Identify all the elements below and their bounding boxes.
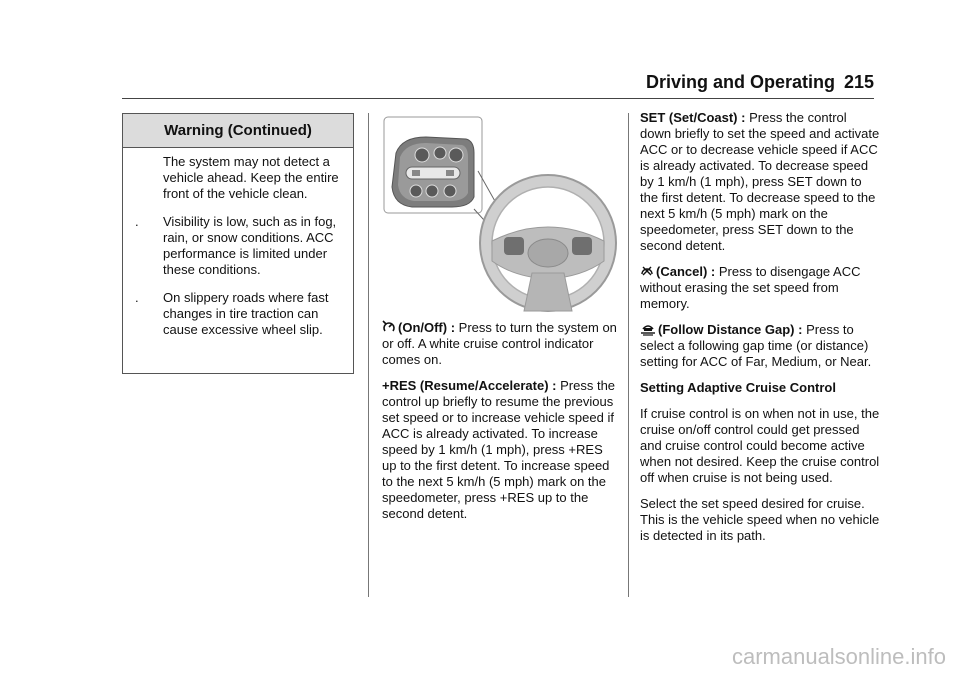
warning-box <box>122 113 354 374</box>
page-number: 215 <box>843 72 874 92</box>
follow-distance-gap-icon <box>640 322 656 336</box>
set-text: Press the control down briefly to set the speed and activate ACC or to decrease vehicle speed if ACC is already activated. To decrease speed by 1 km/h (1 mph), press SET down to the first detent. To decrease speed to the next 5 km/h (5 mph) mark on the speedometer, press SET down to the second detent. <box>640 110 880 253</box>
gap-text: Press to select a following gap time (or distance) setting for ACC of Far, Medium, or Near. <box>640 322 872 369</box>
cancel-term: (Cancel) : <box>656 264 716 279</box>
section-heading: Setting Adaptive Cruise Control <box>640 380 836 395</box>
resume-paragraph <box>382 378 618 522</box>
on-off-text: Press to turn the system on or off. A white cruise control indicator comes on. <box>382 320 617 367</box>
gap-paragraph <box>640 322 880 370</box>
set-term: SET (Set/Coast) : <box>640 110 746 125</box>
resume-term: +RES (Resume/Accelerate) : <box>382 378 557 393</box>
list-item <box>135 214 347 278</box>
set-paragraph <box>640 110 880 254</box>
paragraph: Select the set speed desired for cruise. This is the vehicle speed when no vehicle is detected in its path. <box>640 496 880 543</box>
column-2 <box>382 320 618 532</box>
on-off-term: (On/Off) : <box>398 320 456 335</box>
bullet: . <box>135 214 139 229</box>
warning-title: Warning (Continued) <box>123 114 353 148</box>
list-item <box>135 290 347 338</box>
resume-text: Press the control up briefly to resume the previous set speed or to increase vehicle speed if ACC is already activated. To increase speed by 1 km/h (1 mph), press +RES up to the first detent. To increase speed to the next 5 km/h (5 mph) mark on the speedometer, press +RES up to the second detent. <box>382 378 616 521</box>
list-item-text: Visibility is low, such as in fog, rain, or snow conditions. ACC performance is limited under these conditions. <box>163 214 337 277</box>
cruise-cancel-icon <box>640 264 654 278</box>
column-3 <box>640 110 880 554</box>
section-title: Driving and Operating <box>645 72 835 92</box>
header-rule <box>122 98 874 99</box>
cruise-on-off-icon <box>382 320 396 334</box>
steering-wheel-controls-figure <box>382 113 618 313</box>
column-divider <box>628 113 629 597</box>
list-item-text: On slippery roads where fast changes in tire traction can cause excessive wheel slip. <box>163 290 329 337</box>
cancel-paragraph <box>640 264 880 312</box>
gap-term: (Follow Distance Gap) : <box>658 322 803 337</box>
column-divider <box>368 113 369 597</box>
watermark: carmanualsonline.info <box>731 644 946 669</box>
page-header <box>0 70 960 100</box>
bullet: . <box>135 290 139 305</box>
on-off-paragraph <box>382 320 618 368</box>
cancel-text: Press to disengage ACC without erasing the set speed from memory. <box>640 264 861 311</box>
warning-intro: The system may not detect a vehicle ahead. Keep the entire front of the vehicle clean. <box>163 154 339 201</box>
warning-body <box>123 148 353 338</box>
paragraph: If cruise control is on when not in use, the cruise on/off control could get pressed and cruise control could become active when not desired. Keep the cruise control off when cruise is not being used. <box>640 406 880 485</box>
